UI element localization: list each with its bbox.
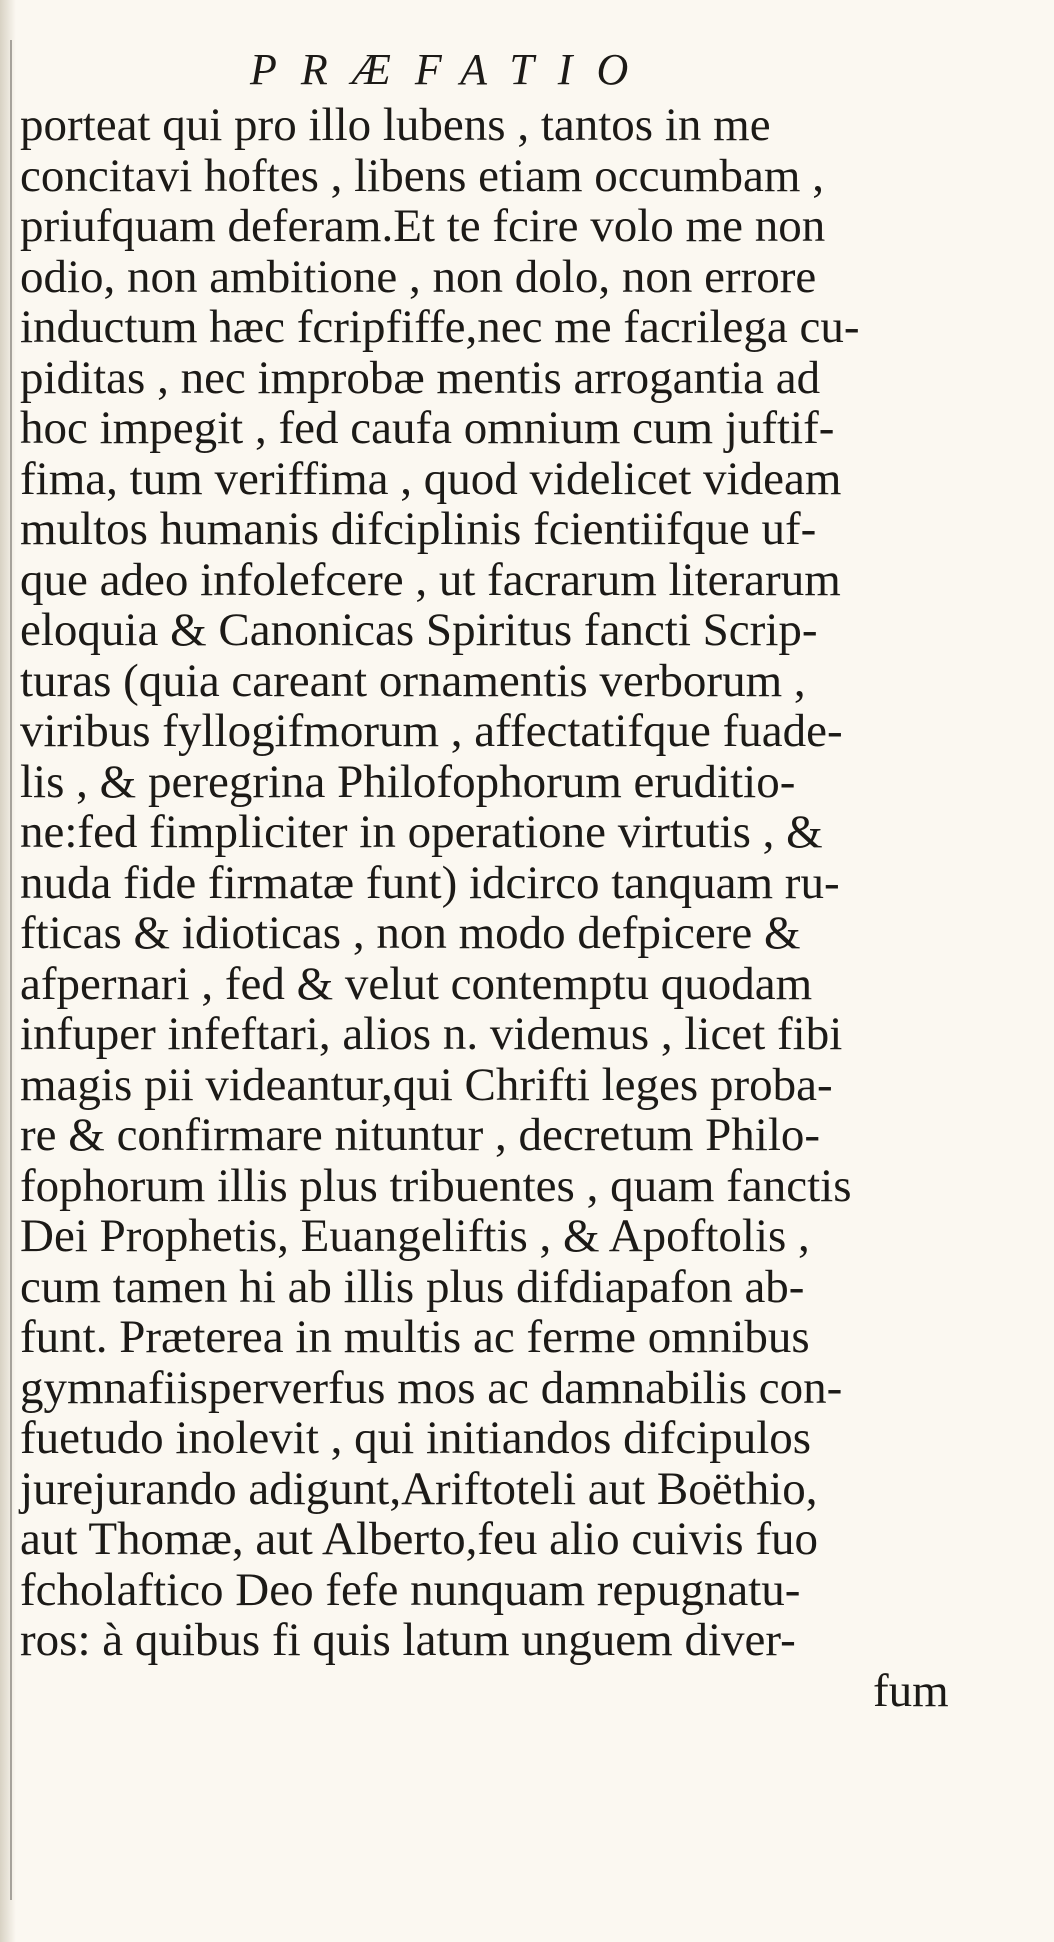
text-line: priufquam deferam.Et te fcire volo me non [20,200,826,252]
text-line: Dei Prophetis, Euangeliftis , & Apoftolis , [20,1210,810,1262]
gutter-shadow [0,0,16,1942]
text-line: eloquia & Canonicas Spiritus fancti Scrip- [20,604,818,656]
binding-edge [10,40,12,1900]
text-line: magis pii videantur,qui Chrifti leges proba- [20,1058,833,1111]
text-line: fticas & idioticas , non modo defpicere & [20,907,801,959]
text-line: porteat qui pro illo lubens , tantos in me [20,99,771,151]
text-line: piditas , nec improbæ mentis arrogantia ad [20,351,821,404]
text-line: funt. Præterea in multis ac ferme omnibus [20,1311,810,1363]
text-line: fima, tum veriffima , quod videlicet videam [20,452,842,505]
text-line: concitavi hoftes , libens etiam occumbam , [20,149,824,202]
text-line: ne:fed fimpliciter in operatione virtutis , & [20,806,823,858]
text-line: nuda fide firmatæ funt) idcirco tanquam ru- [20,856,840,909]
text-line: lis , & peregrina Philofophorum eruditio- [20,755,796,808]
running-head: PRÆFATIO [250,45,653,94]
text-line: fophorum illis plus tribuentes , quam fanctis [20,1159,852,1212]
catchword: fum [873,1664,949,1717]
text-line: que adeo infolefcere , ut facrarum literarum [20,553,841,606]
body-text [20,100,1020,1716]
text-line: viribus fyllogifmorum , affectatifque fuade- [20,705,843,757]
text-line: hoc impegit , fed caufa omnium cum juftif- [20,402,835,454]
text-line: multos humanis difciplinis fcientiifque uf- [20,503,817,555]
text-line: afpernari , fed & velut contemptu quodam [20,957,813,1010]
text-line: turas (quia careant ornamentis verborum , [20,654,806,707]
text-line: infuper infeftari, alios n. videmus , licet fibi [20,1008,843,1060]
text-line: re & confirmare nituntur , decretum Philo- [20,1109,821,1161]
text-line: aut Thomæ, aut Alberto,feu alio cuivis fuo [20,1513,818,1565]
text-line: fuetudo inolevit , qui initiandos difcipulos [20,1412,812,1464]
text-line: gymnafiisperverfus mos ac damnabilis con- [20,1361,843,1414]
text-line: odio, non ambitione , non dolo, non errore [20,250,817,303]
text-line: fcholaftico Deo fefe nunquam repugnatu- [20,1563,801,1616]
text-line: cum tamen hi ab illis plus difdiapafon ab- [20,1260,805,1313]
text-line: ros: à quibus fi quis latum unguem diver- [20,1614,796,1666]
text-line: inductum hæc fcripfiffe,nec me facrilega cu- [20,301,860,353]
text-line: jurejurando adigunt,Ariftoteli aut Boëthio, [20,1462,818,1515]
